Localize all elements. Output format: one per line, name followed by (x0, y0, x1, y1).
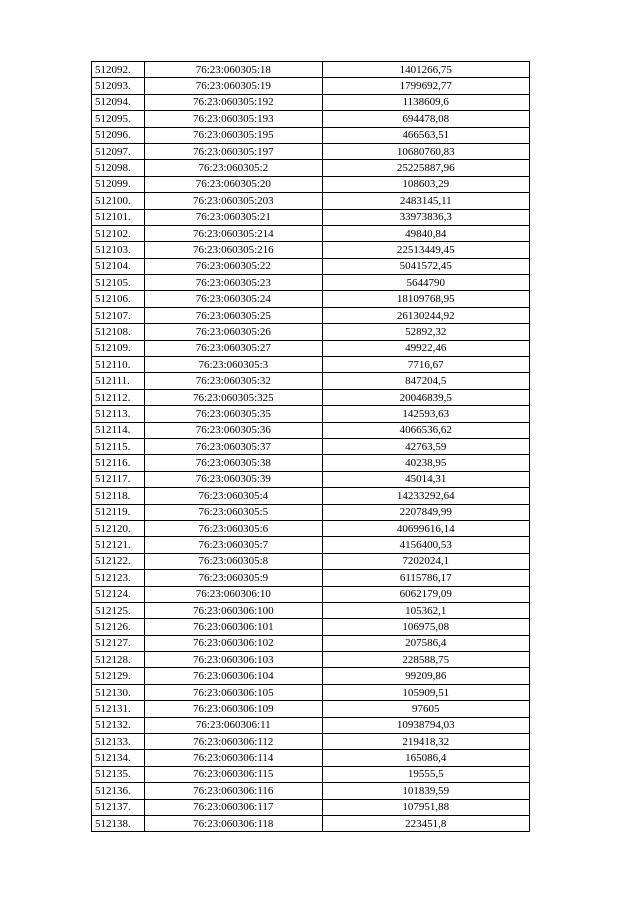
table-row (92, 373, 530, 389)
table-row (92, 553, 530, 569)
cadastral-number-cell: 76:23:060306:102 (145, 635, 322, 651)
cadastral-value-cell: 45014,31 (322, 471, 530, 487)
row-number-cell: 512112. (92, 389, 145, 405)
cadastral-number-cell: 76:23:060305:5 (145, 504, 322, 520)
table-row (92, 357, 530, 373)
cadastral-value-cell: 20046839,5 (322, 389, 530, 405)
table-row (92, 635, 530, 651)
cadastral-value-cell: 10680760,83 (322, 143, 530, 159)
cadastral-value-cell: 108603,29 (322, 176, 530, 192)
cadastral-number-cell: 76:23:060306:101 (145, 619, 322, 635)
table-row (92, 209, 530, 225)
table-row (92, 176, 530, 192)
cadastral-number-cell: 76:23:060305:195 (145, 127, 322, 143)
cadastral-value-cell: 33973836,3 (322, 209, 530, 225)
cadastral-number-cell: 76:23:060305:39 (145, 471, 322, 487)
cadastral-value-cell: 40699616,14 (322, 520, 530, 536)
row-number-cell: 512106. (92, 291, 145, 307)
table-row (92, 652, 530, 668)
table-row (92, 193, 530, 209)
cadastral-number-cell: 76:23:060306:114 (145, 750, 322, 766)
table-row (92, 504, 530, 520)
table-row (92, 143, 530, 159)
row-number-cell: 512108. (92, 324, 145, 340)
cadastral-number-cell: 76:23:060305:37 (145, 438, 322, 454)
cadastral-value-cell: 165086,4 (322, 750, 530, 766)
cadastral-value-cell: 26130244,92 (322, 307, 530, 323)
row-number-cell: 512096. (92, 127, 145, 143)
row-number-cell: 512128. (92, 652, 145, 668)
table-row (92, 438, 530, 454)
cadastral-value-cell: 42763,59 (322, 438, 530, 454)
table-row (92, 537, 530, 553)
cadastral-number-cell: 76:23:060305:19 (145, 78, 322, 94)
row-number-cell: 512095. (92, 111, 145, 127)
table-row (92, 488, 530, 504)
row-number-cell: 512113. (92, 406, 145, 422)
cadastral-value-cell: 2207849,99 (322, 504, 530, 520)
cadastral-number-cell: 76:23:060306:118 (145, 815, 322, 831)
cadastral-value-cell: 5644790 (322, 275, 530, 291)
table-row (92, 701, 530, 717)
cadastral-number-cell: 76:23:060306:103 (145, 652, 322, 668)
cadastral-value-cell: 4156400,53 (322, 537, 530, 553)
cadastral-value-cell: 6062179,09 (322, 586, 530, 602)
table-row (92, 78, 530, 94)
table-row (92, 766, 530, 782)
cadastral-number-cell: 76:23:060305:23 (145, 275, 322, 291)
cadastral-number-cell: 76:23:060305:25 (145, 307, 322, 323)
row-number-cell: 512119. (92, 504, 145, 520)
cadastral-number-cell: 76:23:060305:193 (145, 111, 322, 127)
cadastral-value-cell: 466563,51 (322, 127, 530, 143)
table-row (92, 668, 530, 684)
table-row (92, 799, 530, 815)
row-number-cell: 512124. (92, 586, 145, 602)
cadastral-value-table (91, 61, 530, 832)
cadastral-value-cell: 223451,8 (322, 815, 530, 831)
cadastral-value-cell: 106975,08 (322, 619, 530, 635)
cadastral-number-cell: 76:23:060305:22 (145, 258, 322, 274)
cadastral-value-cell: 694478,08 (322, 111, 530, 127)
cadastral-number-cell: 76:23:060306:116 (145, 783, 322, 799)
cadastral-number-cell: 76:23:060305:2 (145, 160, 322, 176)
row-number-cell: 512131. (92, 701, 145, 717)
cadastral-number-cell: 76:23:060305:325 (145, 389, 322, 405)
table-body (92, 62, 530, 832)
table-row (92, 586, 530, 602)
row-number-cell: 512135. (92, 766, 145, 782)
cadastral-value-cell: 22513449,45 (322, 242, 530, 258)
cadastral-value-cell: 19555,5 (322, 766, 530, 782)
cadastral-number-cell: 76:23:060305:216 (145, 242, 322, 258)
row-number-cell: 512129. (92, 668, 145, 684)
table-row (92, 471, 530, 487)
cadastral-number-cell: 76:23:060305:35 (145, 406, 322, 422)
cadastral-number-cell: 76:23:060305:20 (145, 176, 322, 192)
cadastral-value-cell: 105909,51 (322, 684, 530, 700)
cadastral-value-cell: 18109768,95 (322, 291, 530, 307)
row-number-cell: 512121. (92, 537, 145, 553)
cadastral-number-cell: 76:23:060306:104 (145, 668, 322, 684)
cadastral-number-cell: 76:23:060305:4 (145, 488, 322, 504)
cadastral-value-cell: 101839,59 (322, 783, 530, 799)
row-number-cell: 512102. (92, 225, 145, 241)
table-row (92, 160, 530, 176)
table-row (92, 422, 530, 438)
table-row (92, 520, 530, 536)
table-row (92, 62, 530, 78)
table-row (92, 717, 530, 733)
table-row (92, 619, 530, 635)
row-number-cell: 512094. (92, 94, 145, 110)
table-row (92, 455, 530, 471)
table-row (92, 324, 530, 340)
row-number-cell: 512130. (92, 684, 145, 700)
row-number-cell: 512114. (92, 422, 145, 438)
cadastral-value-cell: 52892,32 (322, 324, 530, 340)
cadastral-number-cell: 76:23:060306:105 (145, 684, 322, 700)
row-number-cell: 512115. (92, 438, 145, 454)
row-number-cell: 512099. (92, 176, 145, 192)
cadastral-value-cell: 49922,46 (322, 340, 530, 356)
table-row (92, 734, 530, 750)
cadastral-number-cell: 76:23:060305:27 (145, 340, 322, 356)
cadastral-value-cell: 97605 (322, 701, 530, 717)
cadastral-number-cell: 76:23:060305:7 (145, 537, 322, 553)
cadastral-value-cell: 6115786,17 (322, 570, 530, 586)
cadastral-number-cell: 76:23:060306:112 (145, 734, 322, 750)
cadastral-value-cell: 49840,84 (322, 225, 530, 241)
cadastral-value-cell: 25225887,96 (322, 160, 530, 176)
row-number-cell: 512092. (92, 62, 145, 78)
table-row (92, 815, 530, 831)
table-row (92, 94, 530, 110)
cadastral-number-cell: 76:23:060305:26 (145, 324, 322, 340)
cadastral-value-cell: 105362,1 (322, 602, 530, 618)
row-number-cell: 512110. (92, 357, 145, 373)
row-number-cell: 512132. (92, 717, 145, 733)
cadastral-value-cell: 5041572,45 (322, 258, 530, 274)
cadastral-value-cell: 40238,95 (322, 455, 530, 471)
table-row (92, 750, 530, 766)
cadastral-number-cell: 76:23:060305:214 (145, 225, 322, 241)
row-number-cell: 512098. (92, 160, 145, 176)
row-number-cell: 512107. (92, 307, 145, 323)
row-number-cell: 512103. (92, 242, 145, 258)
cadastral-value-cell: 142593,63 (322, 406, 530, 422)
cadastral-value-cell: 10938794,03 (322, 717, 530, 733)
row-number-cell: 512136. (92, 783, 145, 799)
cadastral-number-cell: 76:23:060305:36 (145, 422, 322, 438)
cadastral-number-cell: 76:23:060305:197 (145, 143, 322, 159)
row-number-cell: 512097. (92, 143, 145, 159)
cadastral-number-cell: 76:23:060305:18 (145, 62, 322, 78)
cadastral-value-cell: 107951,88 (322, 799, 530, 815)
cadastral-number-cell: 76:23:060306:109 (145, 701, 322, 717)
cadastral-number-cell: 76:23:060305:203 (145, 193, 322, 209)
table-row (92, 275, 530, 291)
table-row (92, 225, 530, 241)
row-number-cell: 512133. (92, 734, 145, 750)
cadastral-value-cell: 207586,4 (322, 635, 530, 651)
cadastral-value-cell: 1401266,75 (322, 62, 530, 78)
table-row (92, 783, 530, 799)
row-number-cell: 512111. (92, 373, 145, 389)
row-number-cell: 512116. (92, 455, 145, 471)
row-number-cell: 512104. (92, 258, 145, 274)
row-number-cell: 512125. (92, 602, 145, 618)
cadastral-number-cell: 76:23:060306:11 (145, 717, 322, 733)
cadastral-value-cell: 1138609,6 (322, 94, 530, 110)
row-number-cell: 512105. (92, 275, 145, 291)
row-number-cell: 512134. (92, 750, 145, 766)
table-row (92, 406, 530, 422)
cadastral-value-cell: 14233292,64 (322, 488, 530, 504)
row-number-cell: 512137. (92, 799, 145, 815)
cadastral-value-cell: 7202024,1 (322, 553, 530, 569)
cadastral-number-cell: 76:23:060305:38 (145, 455, 322, 471)
cadastral-number-cell: 76:23:060305:21 (145, 209, 322, 225)
table-row (92, 242, 530, 258)
row-number-cell: 512120. (92, 520, 145, 536)
cadastral-number-cell: 76:23:060305:8 (145, 553, 322, 569)
cadastral-value-cell: 2483145,11 (322, 193, 530, 209)
table-row (92, 389, 530, 405)
cadastral-number-cell: 76:23:060305:32 (145, 373, 322, 389)
cadastral-number-cell: 76:23:060306:117 (145, 799, 322, 815)
cadastral-value-cell: 228588,75 (322, 652, 530, 668)
cadastral-number-cell: 76:23:060305:24 (145, 291, 322, 307)
table-row (92, 258, 530, 274)
table-row (92, 602, 530, 618)
row-number-cell: 512093. (92, 78, 145, 94)
table-row (92, 340, 530, 356)
cadastral-number-cell: 76:23:060305:6 (145, 520, 322, 536)
row-number-cell: 512101. (92, 209, 145, 225)
cadastral-value-cell: 4066536,62 (322, 422, 530, 438)
table-row (92, 684, 530, 700)
cadastral-value-cell: 99209,86 (322, 668, 530, 684)
row-number-cell: 512122. (92, 553, 145, 569)
row-number-cell: 512118. (92, 488, 145, 504)
cadastral-value-cell: 7716,67 (322, 357, 530, 373)
row-number-cell: 512117. (92, 471, 145, 487)
cadastral-value-cell: 219418,32 (322, 734, 530, 750)
table-row (92, 291, 530, 307)
table-row (92, 570, 530, 586)
table-row (92, 307, 530, 323)
table-row (92, 111, 530, 127)
cadastral-number-cell: 76:23:060305:9 (145, 570, 322, 586)
cadastral-value-cell: 847204,5 (322, 373, 530, 389)
cadastral-number-cell: 76:23:060306:100 (145, 602, 322, 618)
row-number-cell: 512123. (92, 570, 145, 586)
row-number-cell: 512138. (92, 815, 145, 831)
row-number-cell: 512126. (92, 619, 145, 635)
cadastral-number-cell: 76:23:060305:192 (145, 94, 322, 110)
cadastral-value-cell: 1799692,77 (322, 78, 530, 94)
row-number-cell: 512127. (92, 635, 145, 651)
cadastral-number-cell: 76:23:060306:10 (145, 586, 322, 602)
cadastral-number-cell: 76:23:060305:3 (145, 357, 322, 373)
row-number-cell: 512100. (92, 193, 145, 209)
row-number-cell: 512109. (92, 340, 145, 356)
cadastral-number-cell: 76:23:060306:115 (145, 766, 322, 782)
table-row (92, 127, 530, 143)
